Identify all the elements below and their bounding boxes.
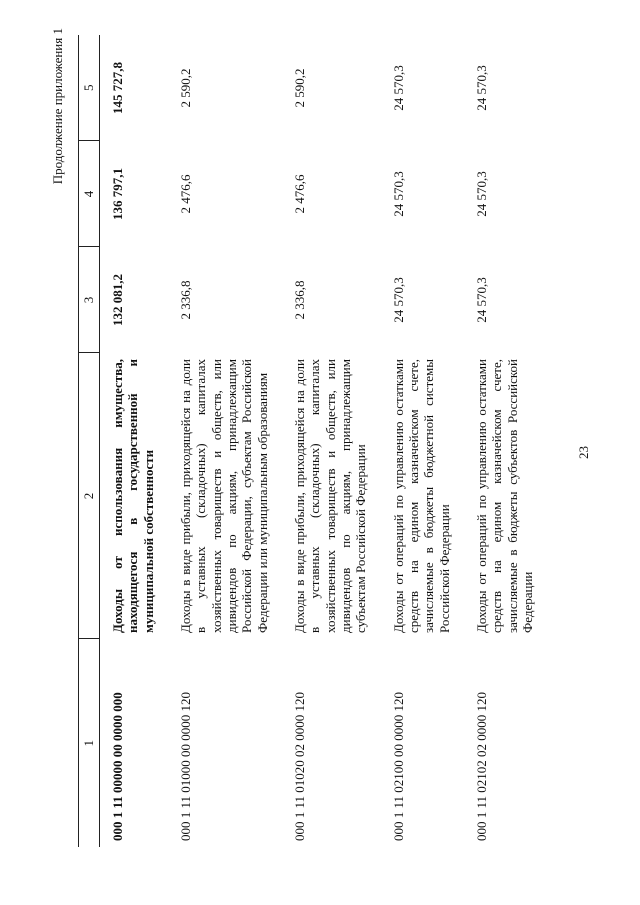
value-col4-cell: 136 797,1 — [110, 168, 125, 220]
budget-code-cell: 000 1 11 01000 00 0000 120 — [177, 691, 193, 841]
revenue-name-cell: Доходы от использования имущества, находящегося в государственной и муниципальной собственности — [110, 359, 156, 633]
value-col4-cell: 24 570,3 — [390, 171, 406, 217]
budget-code-cell: 000 1 11 02102 02 0000 120 — [473, 691, 489, 841]
column-header-2: 2 — [79, 353, 100, 639]
table-row — [100, 35, 168, 847]
revenue-name-cell: Доходы в виде прибыли, приходящейся на доли в уставных (складочных) капиталах хозяйственных товариществ и обществ, или дивидендов по акциям, принадлежащим субъектам Российской Федерации — [291, 359, 369, 633]
revenue-name-cell: Доходы от операций по управлению остатками средств на едином казначейском счете, зачисляемые в бюджеты субъектов Российской Федерации — [473, 359, 535, 633]
value-col4-cell: 2 476,6 — [177, 174, 193, 214]
column-header-5: 5 — [79, 35, 100, 141]
value-col3-cell: 2 336,8 — [291, 280, 307, 320]
table-row — [282, 35, 381, 847]
budget-code-cell: 000 1 11 02100 00 0000 120 — [390, 691, 406, 841]
table-row — [464, 35, 539, 847]
column-header-1: 1 — [79, 639, 100, 847]
value-col3-cell: 2 336,8 — [177, 280, 193, 320]
value-col5-cell: 24 570,3 — [390, 65, 406, 111]
value-col4-cell: 24 570,3 — [473, 171, 489, 217]
value-col4-cell: 2 476,6 — [291, 174, 307, 214]
table-row — [168, 35, 282, 847]
table-row — [381, 35, 464, 847]
value-col3-cell: 24 570,3 — [473, 277, 489, 323]
budget-code-cell: 000 1 11 01020 02 0000 120 — [291, 691, 307, 841]
budget-code-cell: 000 1 11 00000 00 0000 000 — [110, 692, 125, 841]
value-col5-cell: 145 727,8 — [110, 62, 125, 114]
revenue-name-cell: Доходы в виде прибыли, приходящейся на доли в уставных (складочных) капиталах хозяйственных товариществ и обществ, или дивидендов по акциям, принадлежащим Российской Федерации, субъектам Российской Федерации или муниципальным образованиям — [177, 359, 270, 633]
value-col3-cell: 132 081,2 — [110, 274, 125, 326]
page-number: 23 — [576, 446, 591, 459]
value-col3-cell: 24 570,3 — [390, 277, 406, 323]
column-header-3: 3 — [79, 247, 100, 353]
column-header-4: 4 — [79, 141, 100, 247]
value-col5-cell: 2 590,2 — [291, 68, 307, 108]
column-number-row — [79, 35, 100, 847]
value-col5-cell: 24 570,3 — [473, 65, 489, 111]
continuation-note: Продолжение приложения 1 — [50, 28, 65, 185]
revenue-name-cell: Доходы от операций по управлению остатками средств на едином казначейском счете, зачисляемые в бюджеты бюджетной системы Российской Федерации — [390, 359, 452, 633]
value-col5-cell: 2 590,2 — [177, 68, 193, 108]
revenue-table — [78, 35, 539, 847]
